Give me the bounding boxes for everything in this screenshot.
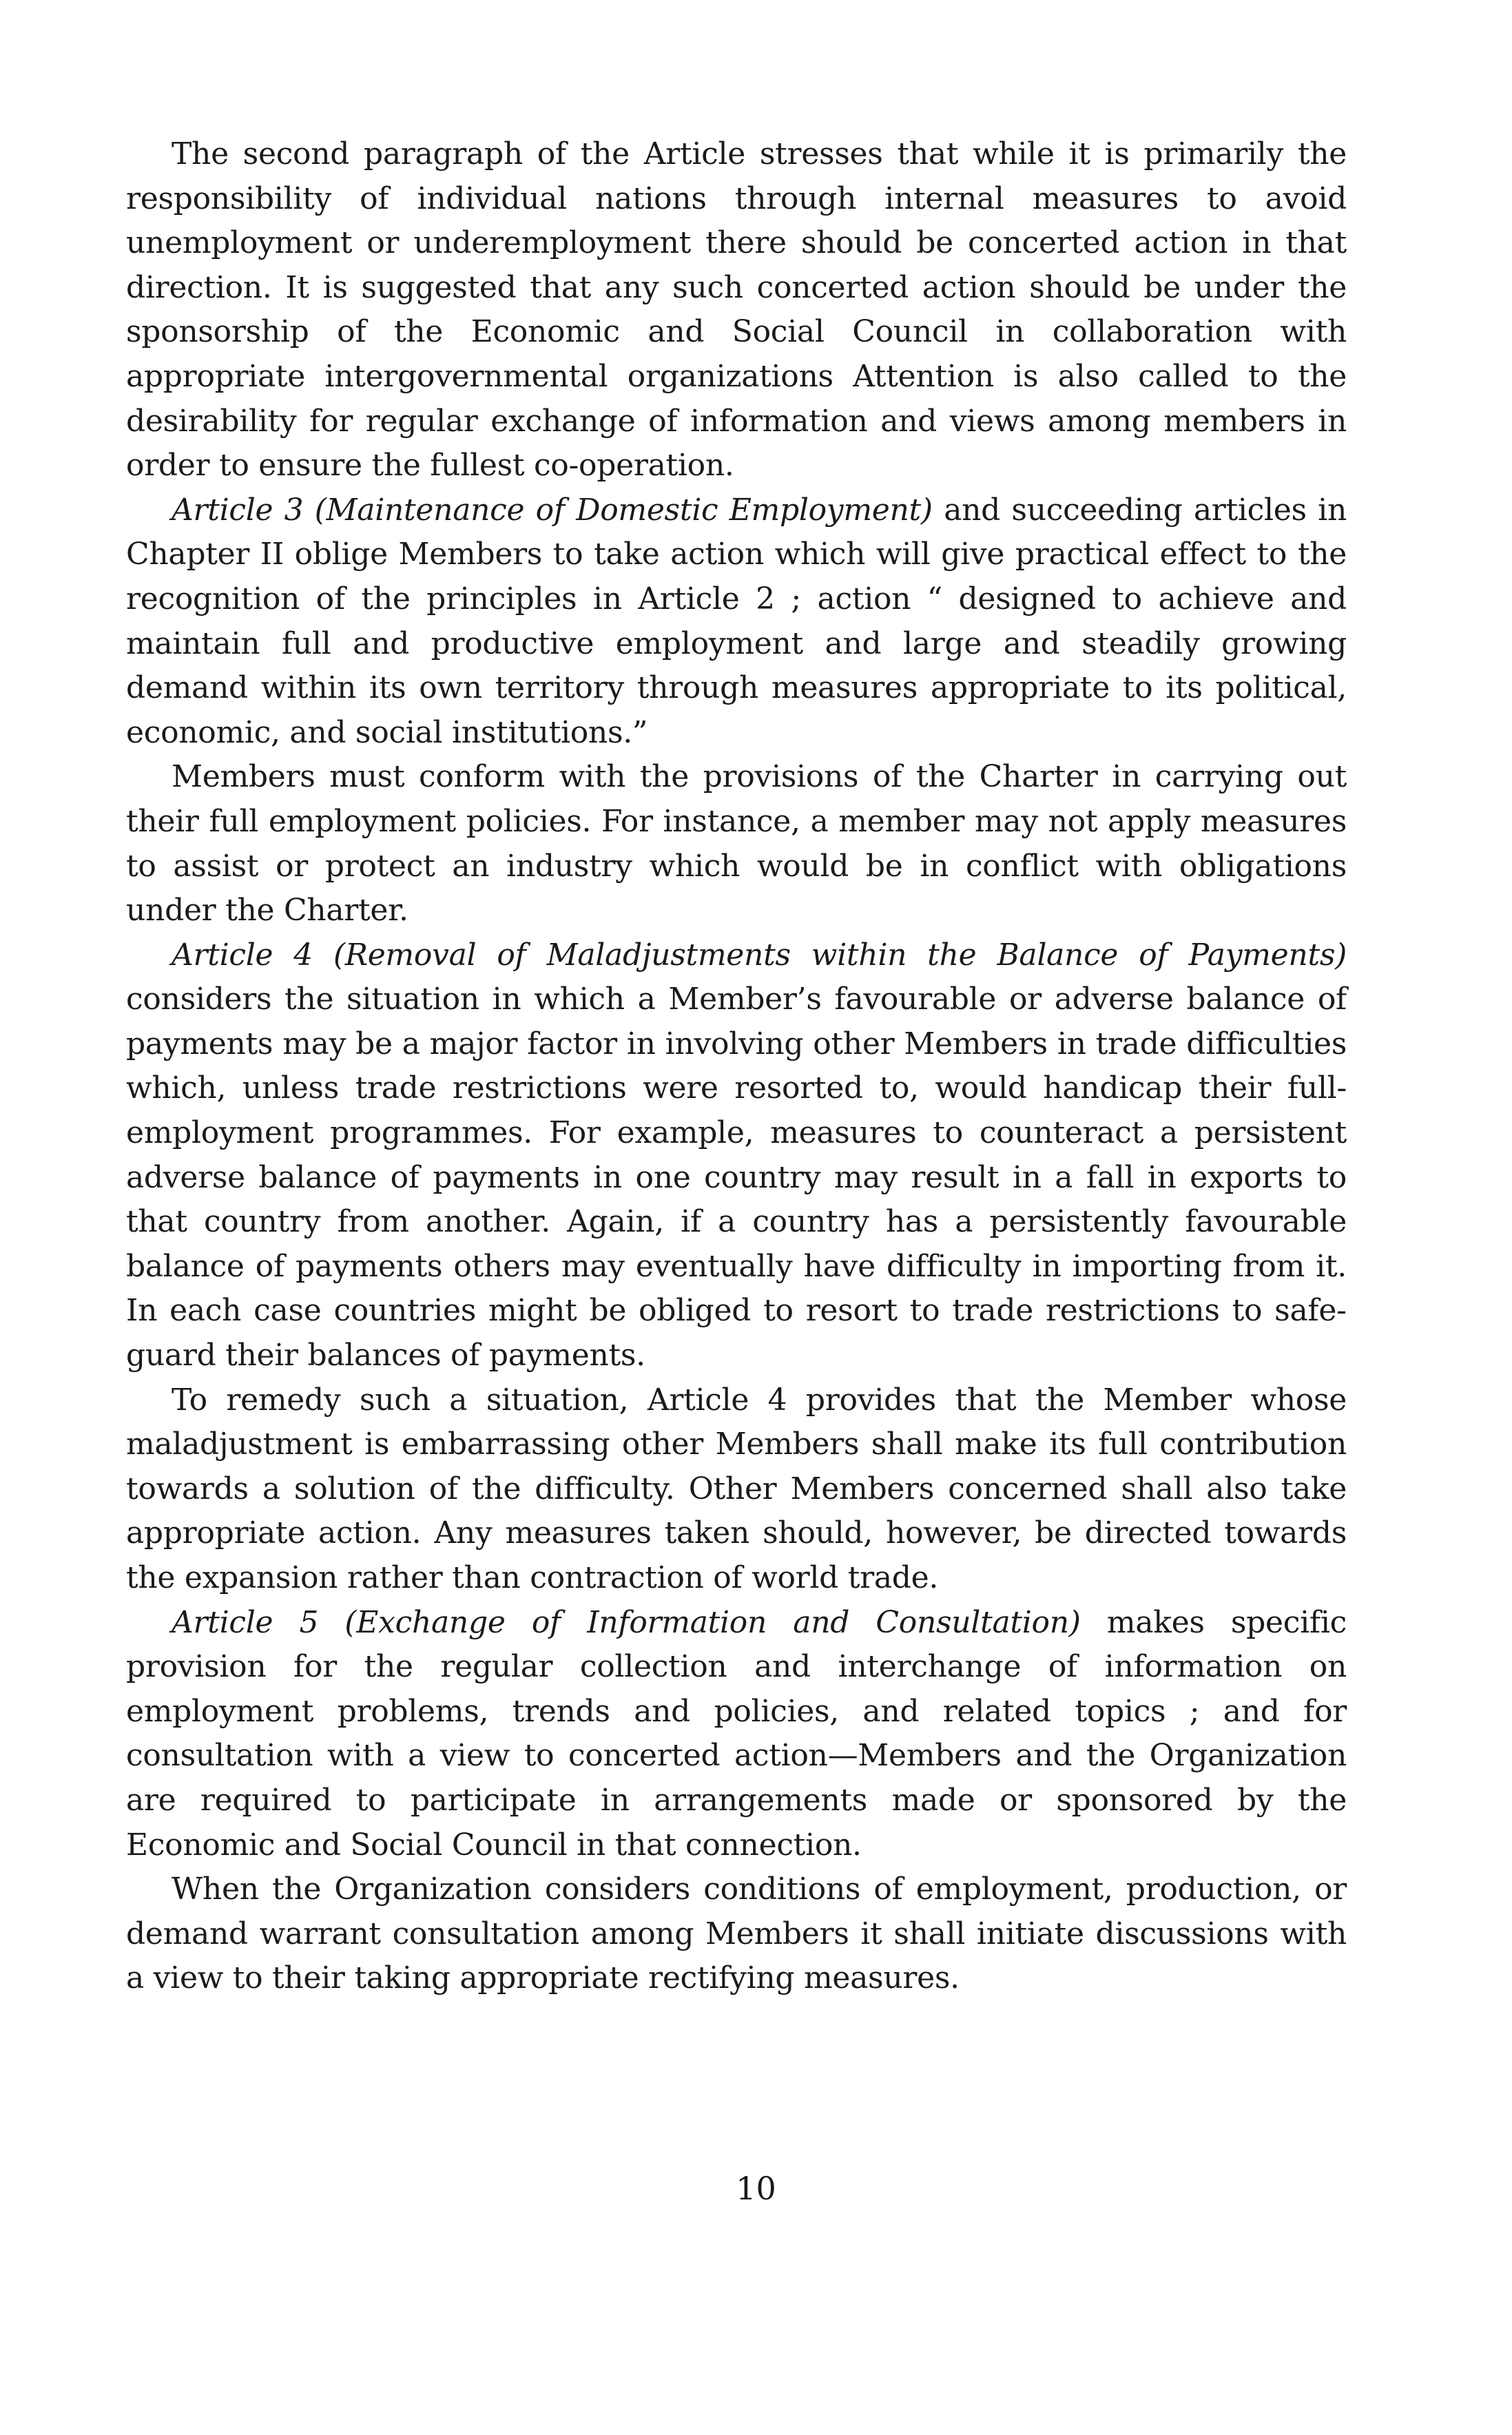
paragraph-article-5 xyxy=(126,1601,1347,1868)
paragraph-lead-italic: Article 3 (Maintenance of Domestic Employment) xyxy=(172,492,933,528)
paragraph-lead-italic: Article 5 (Exchange of Information and Consultation) xyxy=(172,1604,1081,1640)
paragraph-text: When the Organization considers conditions of employment, production, or demand warrant consultation among Members it shall initiate discussions with a view to their taking appropriate rectifying measures. xyxy=(126,1872,1347,1996)
paragraph-text: The second paragraph of the Article stresses that while it is primarily the responsibility of individual nations through internal measures to avoid unemployment or underemployment there should be concerted action in that direction. It is suggested that any such concerted action should be under the sponsorship of the Economic and Social Council in collaboration with appropriate intergovernmental organizations Attention is also called to the desirability for regular exchange of information and views among members in order to ensure the fullest co-operation. xyxy=(126,136,1347,484)
paragraph-article-4 xyxy=(126,933,1347,1378)
paragraph-text: considers the situation in which a Member’s favourable or adverse balance of payments may be a major factor in involving other Members in trade difficulties which, unless trade restrictions were resorted to, would handicap their full-employment programmes. For example, measures to counteract a persistent adverse balance of payments in one country may result in a fall in exports to that country from another. Again, if a country has a persistently favourable balance of payments others may eventually have difficulty in importing from it. In each case countries might be obliged to resort to trade restrictions to safeguard their balances of payments. xyxy=(126,982,1347,1374)
paragraph-article-2-second-paragraph xyxy=(126,132,1347,488)
paragraph-text: Members must conform with the provisions of the Charter in carrying out their full employment policies. For instance, a member may not apply measures to assist or protect an industry which would be in conflict with obligations under the Charter. xyxy=(126,759,1347,929)
paragraph-lead-italic: Article 4 (Removal of Maladjustments within the Balance of Payments) xyxy=(172,937,1347,973)
paragraph-text: makes specific provision for the regular collection and interchange of information on employment problems, trends and policies, and related topics ; and for consultation with a view to concerted action—Members and the Organization are required to participate in arrangements made or sponsored by the Economic and Social Council in that connection. xyxy=(126,1604,1347,1863)
document-body xyxy=(126,132,1347,2001)
paragraph-text: To remedy such a situation, Article 4 provides that the Member whose maladjustment is embarrassing other Members shall make its full contribution towards a solution of the difficulty. Other Members concerned shall also take appropriate action. Any measures taken should, however, be directed towards the expansion rather than contraction of world trade. xyxy=(126,1382,1347,1595)
paragraph-article-3 xyxy=(126,488,1347,756)
paragraph-members-conform xyxy=(126,755,1347,933)
paragraph-consultation xyxy=(126,1867,1347,2001)
page-number: 10 xyxy=(736,2170,776,2207)
paragraph-text: and succeeding articles in Chapter II oblige Members to take action which will give practical effect to the recognition of the principles in Article 2 ; action “ designed to achieve and maintain full and productive employment and large and steadily growing demand within its own territory through measures appropriate to its political, economic, and social institutions.” xyxy=(126,492,1347,750)
paragraph-remedy xyxy=(126,1378,1347,1601)
